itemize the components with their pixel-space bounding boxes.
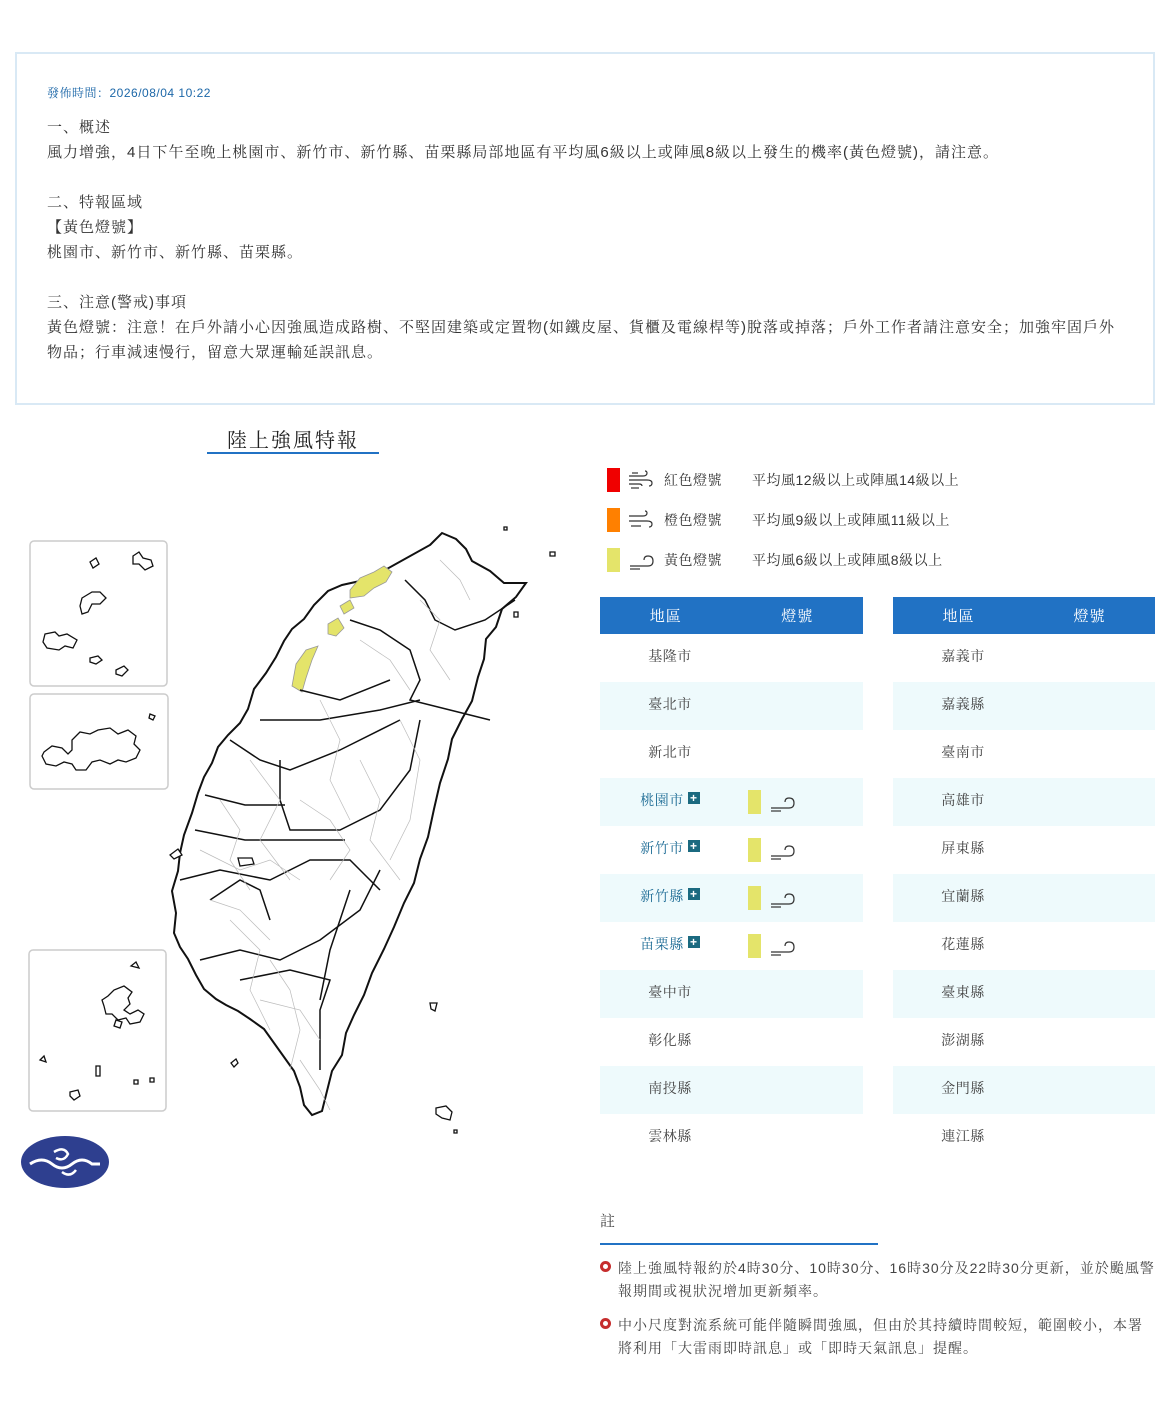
table-row	[600, 730, 863, 778]
bulletin-panel	[15, 52, 1155, 405]
light-wind-icon	[769, 888, 795, 908]
legend-red-swatch	[607, 468, 620, 492]
legend-orange-name: 橙色燈號	[664, 512, 722, 528]
area-name: 臺中市	[648, 984, 692, 1000]
area-name: 南投縣	[648, 1080, 692, 1096]
bullet-icon	[600, 1261, 611, 1272]
col-signal-header: 燈號	[1073, 608, 1106, 625]
light-wind-icon	[628, 550, 654, 570]
area-name: 高雄市	[941, 792, 985, 808]
strong-wind-icon	[628, 470, 654, 490]
publish-time: 發佈時間：2026/08/04 10:22	[47, 86, 211, 100]
expand-plus-icon[interactable]: +	[688, 792, 700, 804]
light-wind-icon	[769, 936, 795, 956]
table-row	[600, 1066, 863, 1114]
area-table-right	[893, 597, 1155, 1162]
taiwan-map-svg	[0, 500, 590, 1220]
map-title: 陸上強風特報	[207, 424, 379, 454]
area-name: 基隆市	[648, 648, 692, 664]
table-row	[893, 970, 1155, 1018]
section-area-heading: 二、特報區域	[47, 194, 144, 211]
yellow-signal-bar	[748, 934, 761, 958]
area-name: 新北市	[648, 744, 692, 760]
legend-orange	[607, 500, 1107, 540]
area-link-hsinchu-county[interactable]: 新竹縣 +	[600, 874, 740, 922]
area-name: 澎湖縣	[941, 1032, 985, 1048]
table-row	[893, 634, 1155, 682]
signal-legend	[607, 460, 1107, 580]
notes-section	[600, 1210, 1155, 1371]
table-row	[893, 874, 1155, 922]
table-row	[600, 874, 863, 922]
notes-title: 註	[600, 1210, 878, 1245]
legend-red-name: 紅色燈號	[664, 472, 722, 488]
table-row	[893, 826, 1155, 874]
legend-red	[607, 460, 1107, 500]
table-row	[600, 826, 863, 874]
area-name: 花蓮縣	[941, 936, 985, 952]
bullet-icon	[600, 1318, 611, 1329]
list-item	[600, 1314, 1155, 1360]
cwa-logo	[21, 1136, 109, 1188]
area-name: 嘉義縣	[941, 696, 985, 712]
table-row	[893, 1018, 1155, 1066]
note-text: 陸上強風特報約於4時30分、10時30分、16時30分及22時30分更新，並於颱風警報期間或視狀況增加更新頻率。	[618, 1260, 1155, 1299]
table-row	[893, 1114, 1155, 1162]
table-row	[600, 1114, 863, 1162]
note-text: 中小尺度對流系統可能伴隨瞬間強風，但由於其持續時間較短，範圍較小，本署將利用「大雷雨即時訊息」或「即時天氣訊息」提醒。	[618, 1317, 1143, 1356]
area-name: 屏東縣	[941, 840, 985, 856]
area-name: 彰化縣	[648, 1032, 692, 1048]
section-area-text: 桃園市、新竹市、新竹縣、苗栗縣。	[47, 244, 304, 261]
signal-cell	[740, 874, 863, 922]
section-area-subheading: 【黃色燈號】	[47, 219, 144, 236]
area-name: 金門縣	[941, 1080, 985, 1096]
signal-cell	[740, 922, 863, 970]
list-item	[600, 1257, 1155, 1303]
legend-red-desc: 平均風12級以上或陣風14級以上	[752, 472, 960, 488]
section-caution-text: 黃色燈號：注意！在戶外請小心因強風造成路樹、不堅固建築或定置物(如鐵皮屋、貨櫃及電線桿等)脫落或掉落；戶外工作者請注意安全；加強牢固戶外物品；行車減速慢行，留意大眾運輸延誤訊息。	[47, 319, 1115, 361]
area-link-miaoli[interactable]: 苗栗縣 +	[600, 922, 740, 970]
medium-wind-icon	[628, 510, 654, 530]
section-caution-heading: 三、注意(警戒)事項	[47, 294, 187, 311]
legend-yellow-swatch	[607, 548, 620, 572]
signal-cell	[740, 778, 863, 826]
yellow-signal-bar	[748, 838, 761, 862]
light-wind-icon	[769, 792, 795, 812]
legend-orange-desc: 平均風9級以上或陣風11級以上	[752, 512, 950, 528]
area-link-hsinchu-city[interactable]: 新竹市 +	[600, 826, 740, 874]
table-row	[893, 778, 1155, 826]
table-header	[893, 597, 1155, 634]
area-name: 嘉義市	[941, 648, 985, 664]
expand-plus-icon[interactable]: +	[688, 888, 700, 900]
table-row	[600, 778, 863, 826]
legend-orange-swatch	[607, 508, 620, 532]
taiwan-wind-map	[0, 500, 590, 1220]
table-row	[600, 1018, 863, 1066]
area-name: 臺南市	[941, 744, 985, 760]
expand-plus-icon[interactable]: +	[688, 936, 700, 948]
yellow-signal-bar	[748, 790, 761, 814]
area-table-left	[600, 597, 863, 1162]
area-name: 雲林縣	[648, 1128, 692, 1144]
taiwan-main-outline	[172, 533, 526, 1115]
area-name: 宜蘭縣	[941, 888, 985, 904]
table-row	[893, 922, 1155, 970]
legend-yellow-name: 黃色燈號	[664, 552, 722, 568]
area-link-taoyuan[interactable]: 桃園市 +	[600, 778, 740, 826]
table-row	[893, 1066, 1155, 1114]
notes-list	[600, 1257, 1155, 1360]
section-overview-heading: 一、概述	[47, 119, 112, 136]
table-row	[893, 730, 1155, 778]
table-row	[600, 682, 863, 730]
legend-yellow-desc: 平均風6級以上或陣風8級以上	[752, 552, 943, 568]
yellow-signal-bar	[748, 886, 761, 910]
legend-yellow	[607, 540, 1107, 580]
area-name: 連江縣	[941, 1128, 985, 1144]
table-row	[600, 922, 863, 970]
table-row	[600, 970, 863, 1018]
table-header	[600, 597, 863, 634]
light-wind-icon	[769, 840, 795, 860]
table-row	[893, 682, 1155, 730]
section-overview-text: 風力增強，4日下午至晚上桃園市、新竹市、新竹縣、苗栗縣局部地區有平均風6級以上或陣風8級以上發生的機率(黃色燈號)，請注意。	[47, 144, 1000, 161]
expand-plus-icon[interactable]: +	[688, 840, 700, 852]
col-signal-header: 燈號	[781, 608, 814, 625]
inset-penghu	[29, 950, 166, 1111]
area-name: 臺北市	[648, 696, 692, 712]
col-area-header: 地區	[649, 608, 682, 625]
area-name: 臺東縣	[941, 984, 985, 1000]
col-area-header: 地區	[942, 608, 975, 625]
table-row	[600, 634, 863, 682]
signal-cell	[740, 826, 863, 874]
